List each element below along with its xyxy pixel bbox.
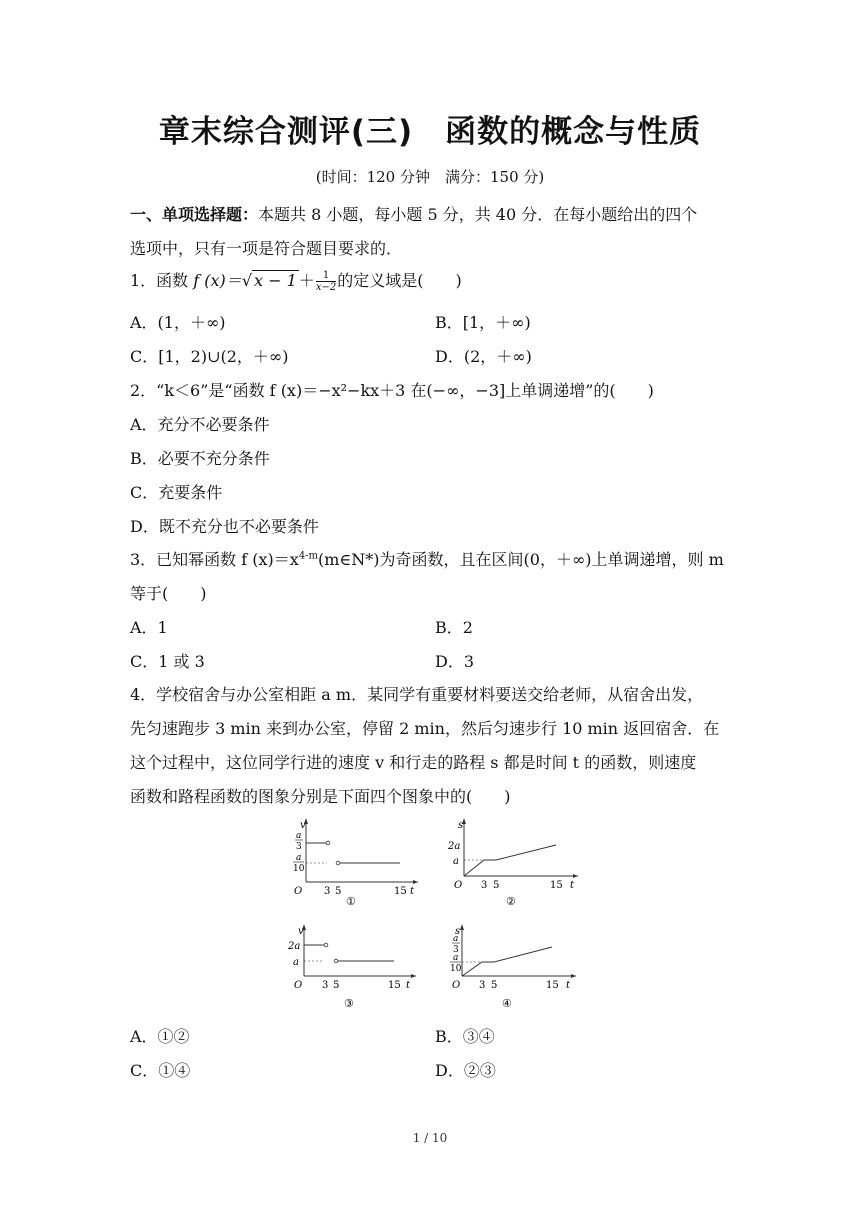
- x-tick-3: 3: [479, 980, 486, 991]
- origin-label: O: [452, 980, 461, 991]
- q4-option-c: C．①④: [130, 1061, 191, 1080]
- q1-prefix: 1．函数: [130, 271, 194, 290]
- section-heading: 一、单项选择题：: [130, 205, 259, 224]
- q2-option-c: C．充要条件: [130, 483, 223, 502]
- graph-caption: ②: [506, 895, 516, 906]
- q1-fraction: [316, 270, 336, 293]
- x-axis-label: t: [406, 980, 411, 991]
- x-tick-5: 5: [493, 880, 500, 891]
- origin-label: O: [454, 880, 463, 891]
- x-tick-5: 5: [491, 980, 498, 991]
- y-axis-arrow: [460, 924, 464, 930]
- question-1-stem: 1．函数 f (x)＝√ x − 1 ＋ $\frac{1}{x-2}$ 的定义域是( ): [130, 270, 462, 293]
- q4-stem-line-3: 这个过程中，这位同学行进的速度 v 和行走的路程 s 都是时间 t 的函数，则速度: [130, 753, 697, 772]
- open-point: [334, 959, 338, 963]
- y-axis-label: v: [300, 820, 306, 831]
- q3-option-b: B．2: [435, 618, 473, 637]
- q1-function: f (x)＝: [193, 271, 242, 290]
- x-axis-label: t: [566, 980, 571, 991]
- distance-curve: [462, 947, 552, 976]
- section-text-2: 选项中，只有一项是符合题目要求的．: [130, 239, 403, 258]
- q4-option-d: D．②③: [435, 1061, 496, 1080]
- graph-2: [442, 814, 582, 906]
- graph-caption: ①: [346, 895, 356, 906]
- graph-4: [442, 920, 582, 1012]
- y-axis-label: s: [455, 926, 461, 937]
- page-number: 1 / 10: [412, 1131, 448, 1145]
- exam-info: (时间：120 分钟 满分：150 分): [315, 168, 545, 186]
- x-tick-5: 5: [335, 886, 342, 897]
- open-point: [326, 841, 330, 845]
- x-axis-arrow: [411, 974, 416, 978]
- x-axis-label: t: [570, 880, 575, 891]
- q4-stem-line-4: 函数和路程函数的图象分别是下面四个图象中的( ): [130, 787, 511, 806]
- q3-option-a: A．1: [130, 618, 168, 637]
- open-point: [324, 943, 328, 947]
- x-tick-5: 5: [333, 980, 340, 991]
- x-tick-15: 15: [394, 886, 407, 897]
- x-tick-3: 3: [324, 886, 331, 897]
- q4-option-b: B．③④: [435, 1027, 495, 1046]
- q1-option-b: B．[1，＋∞): [435, 313, 531, 332]
- q4-stem-line-1: 4．学校宿舍与办公室相距 a m．某同学有重要材料要送交给老师，从宿舍出发，: [130, 685, 704, 704]
- q1-option-d: D．(2，＋∞): [435, 347, 532, 366]
- q3-option-c: C．1 或 3: [130, 652, 205, 671]
- x-axis-label: t: [410, 886, 415, 897]
- x-axis-arrow: [571, 974, 576, 978]
- origin-label: O: [294, 980, 303, 991]
- q3-exponent: 4-m: [298, 550, 319, 562]
- y-tick-2a: 2a: [448, 841, 461, 852]
- tick-label-a-over-10-den: 10: [450, 964, 462, 974]
- section-instruction: [130, 202, 697, 225]
- q4-option-a: A．①②: [130, 1027, 190, 1046]
- question-3-stem: [130, 547, 724, 570]
- tick-label-a-over-3-num: a: [453, 934, 459, 944]
- tick-label-a-over-3-den: 3: [296, 842, 302, 852]
- q1-frac-den: x−2: [315, 282, 337, 293]
- y-tick-a: a: [453, 856, 459, 867]
- q3-stem-line-2: 等于( ): [130, 584, 207, 603]
- x-tick-15: 15: [388, 980, 401, 991]
- q3-stem-a: 3．已知幂函数 f (x)＝x: [130, 550, 299, 569]
- q3-stem-b: (m∈N*)为奇函数，且在区间(0，＋∞)上单调递增，则 m: [318, 550, 724, 569]
- tick-label-a-over-10-num: a: [296, 853, 302, 863]
- q2-option-a: A．充分不必要条件: [130, 415, 270, 434]
- q1-option-a: A．(1，＋∞): [130, 313, 226, 332]
- tick-label-a-over-10-den: 10: [293, 864, 305, 874]
- y-axis-label: s: [458, 820, 464, 831]
- tick-label-a-over-10-num: a: [453, 953, 459, 963]
- x-tick-3: 3: [481, 880, 488, 891]
- y-tick-a: a: [293, 957, 299, 968]
- x-tick-15: 15: [546, 980, 559, 991]
- page-title: 章末综合测评(三) 函数的概念与性质: [158, 114, 702, 150]
- q2-option-d: D．既不充分也不必要条件: [130, 517, 319, 536]
- open-point: [336, 861, 340, 865]
- x-tick-15: 15: [550, 880, 563, 891]
- q1-sqrt: x − 1: [254, 271, 297, 290]
- q4-stem-line-2: 先匀速跑步 3 min 来到办公室，停留 2 min，然后匀速步行 10 min 返回宿舍．在: [130, 719, 720, 738]
- graph-3: [282, 920, 422, 1012]
- graph-caption: ④: [502, 997, 512, 1010]
- distance-curve: [464, 845, 556, 876]
- question-2-stem: 2．“k＜6”是“函数 f (x)＝−x²−kx＋3 在(−∞，−3]上单调递增”的( ): [130, 381, 654, 400]
- q1-suffix: 的定义域是( ): [337, 271, 462, 290]
- y-axis-label: v: [298, 926, 304, 937]
- section-text-1: 本题共 8 小题，每小题 5 分，共 40 分．在每小题给出的四个: [258, 205, 698, 224]
- graph-caption: ③: [344, 997, 354, 1010]
- q1-frac-num: 1: [316, 270, 336, 282]
- q3-option-d: D．3: [435, 652, 475, 671]
- tick-label-a-over-3-num: a: [296, 831, 302, 841]
- x-tick-3: 3: [322, 980, 329, 991]
- graph-1: [282, 814, 422, 906]
- tick-label-a-over-3-den: 3: [453, 945, 459, 955]
- x-axis-arrow: [573, 874, 578, 878]
- x-axis-arrow: [413, 880, 418, 884]
- q1-option-c: C．[1，2)∪(2，＋∞): [130, 347, 289, 366]
- origin-label: O: [294, 886, 303, 897]
- y-tick-2a: 2a: [288, 941, 301, 952]
- q2-option-b: B．必要不充分条件: [130, 449, 270, 468]
- q1-plus: ＋: [298, 271, 315, 290]
